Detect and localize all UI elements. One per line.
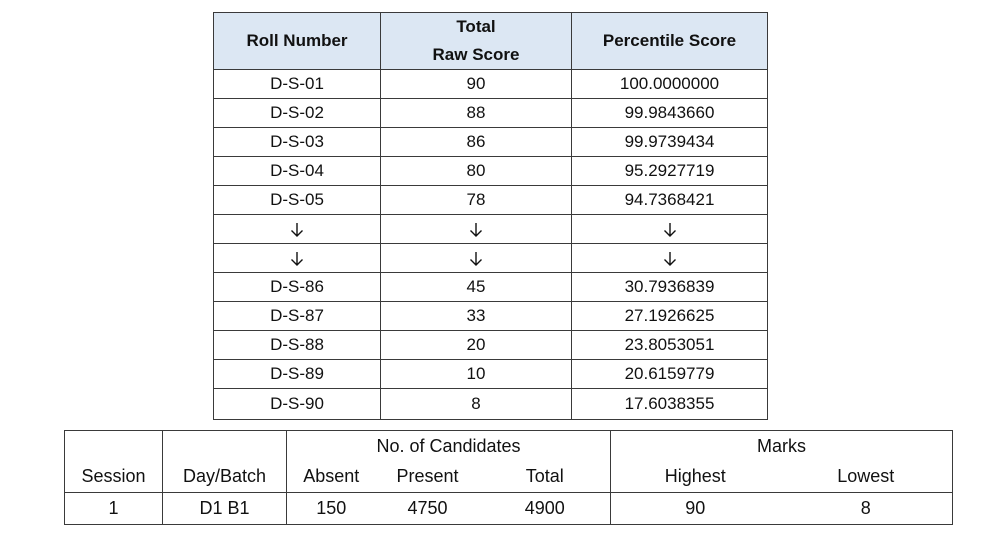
raw-score-cell: 20: [381, 331, 572, 360]
lowest-cell: 8: [780, 493, 953, 525]
table-row: [214, 389, 768, 420]
roll-number-cell: D-S-86: [214, 273, 381, 302]
total-header: Total: [480, 461, 611, 493]
percentile-cell: 17.6038355: [572, 389, 768, 420]
percentile-cell: 20.6159779: [572, 360, 768, 389]
percentile-cell: 30.7936839: [572, 273, 768, 302]
roll-number-header: Roll Number: [214, 13, 381, 70]
score-table-body: [214, 70, 768, 420]
roll-number-cell: D-S-04: [214, 157, 381, 186]
roll-number-cell: D-S-87: [214, 302, 381, 331]
absent-cell: 150: [287, 493, 376, 525]
arrow-down-icon: [214, 244, 381, 273]
roll-number-cell: D-S-03: [214, 128, 381, 157]
raw-score-cell: 78: [381, 186, 572, 215]
roll-number-cell: D-S-89: [214, 360, 381, 389]
summary-table: [64, 430, 953, 525]
session-header: Session: [65, 461, 163, 493]
session-group-cell: [65, 431, 163, 462]
score-table-header: [214, 13, 768, 70]
arrow-down-icon: [381, 215, 572, 244]
roll-number-cell: D-S-88: [214, 331, 381, 360]
percentile-cell: 99.9739434: [572, 128, 768, 157]
lowest-header: Lowest: [780, 461, 953, 493]
arrow-down-icon: [572, 215, 768, 244]
roll-number-cell: D-S-05: [214, 186, 381, 215]
percentile-score-header: Percentile Score: [572, 13, 768, 70]
ellipsis-row: [214, 215, 768, 244]
raw-score-cell: 80: [381, 157, 572, 186]
raw-score-cell: 45: [381, 273, 572, 302]
day-batch-group-cell: [163, 431, 287, 462]
present-header: Present: [396, 466, 459, 486]
summary-header-row: [65, 461, 953, 493]
score-table: [213, 12, 768, 420]
percentile-cell: 23.8053051: [572, 331, 768, 360]
roll-number-cell: D-S-90: [214, 389, 381, 420]
marks-group-header: Marks: [611, 431, 953, 462]
table-row: [214, 302, 768, 331]
roll-number-cell: D-S-01: [214, 70, 381, 99]
raw-score-header-line1: Total: [456, 17, 496, 36]
table-row: [214, 273, 768, 302]
percentile-cell: 27.1926625: [572, 302, 768, 331]
table-row: [214, 70, 768, 99]
highest-cell: 90: [611, 493, 780, 525]
table-row: [214, 99, 768, 128]
arrow-down-icon: [214, 215, 381, 244]
raw-score-cell: 90: [381, 70, 572, 99]
raw-score-header-line2: Raw Score: [432, 45, 520, 64]
day-batch-cell: D1 B1: [163, 493, 287, 525]
roll-number-cell: D-S-02: [214, 99, 381, 128]
table-row: [214, 157, 768, 186]
absent-header: Absent: [287, 461, 376, 493]
raw-score-cell: 10: [381, 360, 572, 389]
raw-score-cell: 8: [381, 389, 572, 420]
arrow-down-icon: [381, 244, 572, 273]
raw-score-header: [381, 13, 572, 70]
arrow-down-icon: [572, 244, 768, 273]
summary-group-header-row: [65, 431, 953, 462]
percentile-cell: 94.7368421: [572, 186, 768, 215]
raw-score-cell: 33: [381, 302, 572, 331]
summary-data-row: [65, 493, 953, 525]
table-row: [214, 360, 768, 389]
raw-score-cell: 88: [381, 99, 572, 128]
percentile-cell: 95.2927719: [572, 157, 768, 186]
percentile-cell: 100.0000000: [572, 70, 768, 99]
candidates-group-header: No. of Candidates: [287, 431, 611, 462]
present-cell: 4750: [376, 493, 480, 525]
table-row: [214, 186, 768, 215]
raw-score-cell: 86: [381, 128, 572, 157]
highest-header: Highest: [611, 461, 780, 493]
day-batch-header: Day/Batch: [163, 461, 287, 493]
session-cell: 1: [65, 493, 163, 525]
table-row: [214, 128, 768, 157]
table-row: [214, 331, 768, 360]
ellipsis-row: [214, 244, 768, 273]
percentile-cell: 99.9843660: [572, 99, 768, 128]
total-cell: 4900: [480, 493, 611, 525]
